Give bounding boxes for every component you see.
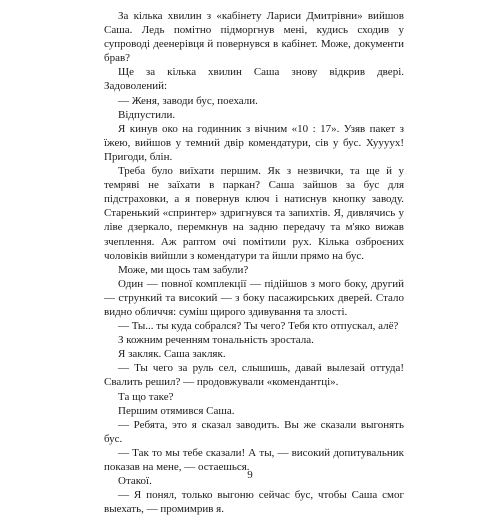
body-text — [104, 9, 404, 516]
paragraph: Відпустили. — [118, 108, 176, 121]
paragraph: — Ты... ты куда собрался? Ты чего? Тебя кто отпускал, алё? — [118, 320, 399, 333]
paragraph: За кілька хвилин з «кабінету Лариси Дмитрівни» вийшов Саша. Ледь помітно підморгнув мені, кудись сходив у супроводі деенерівця й повернувся в кабінет. Може, документи брав? — [104, 10, 404, 65]
paragraph: — Ребята, это я сказал заводить. Вы же сказали выгонять бус. — [104, 418, 404, 445]
paragraph: — Так то мы тебе сказали! А ты, — високий допитувальник показав на мене, — остаешься. — [104, 446, 404, 473]
paragraph: Один — повної комплекції — підійшов з мого боку, другий — стрункий та високий — з боку пасажирських дверей. Стало видно обличчя: суміш щирого здивування та злості. — [104, 277, 404, 318]
paragraph: — Я понял, только выгоню сейчас бус, чтобы Саша смог выехать, — промимрив я. — [104, 489, 404, 516]
paragraph: Треба було виїхати першим. Як з незвички, та ще й у темряві не заїхати в паркан? Саша зайшов за бус для підстраховки, а я повернув ключ і натиснув кнопку заводу. Старенький «спринтер» здригнувся та запихтів. Я, дивлячись у ліве дзеркало, перемкнув на задню передачу та м'яко вижав зчеплення. Аж раптом очі помітили рух. Кілька озброєних чоловіків вийшли з комендатури та йшли прямо на бус. — [104, 165, 404, 262]
paragraph: Я кинув око на годинник з вічним «10 : 17». Узяв пакет з їжею, вийшов у темний двір комендатури, сів у бус. Хуууух! Пригоди, блін. — [104, 122, 404, 163]
paragraph: Ще за кілька хвилин Саша знову відкрив двері. Задоволений: — [104, 66, 404, 93]
paragraph: — Ты чего за руль сел, слышишь, давай вылезай оттуда! Свалить решил? — продовжували «комендантці». — [104, 362, 404, 389]
paragraph: — Женя, заводи бус, поехали. — [118, 94, 258, 107]
page-number: 9 — [247, 469, 253, 481]
paragraph: Отакої. — [118, 475, 152, 488]
paragraph: Я закляк. Саша закляк. — [118, 348, 226, 361]
paragraph: З кожним реченням тональність зростала. — [118, 334, 314, 347]
paragraph: Та що таке? — [118, 390, 174, 403]
paragraph: Першим отямився Саша. — [118, 404, 235, 417]
paragraph: Може, ми щось там забули? — [118, 263, 249, 276]
